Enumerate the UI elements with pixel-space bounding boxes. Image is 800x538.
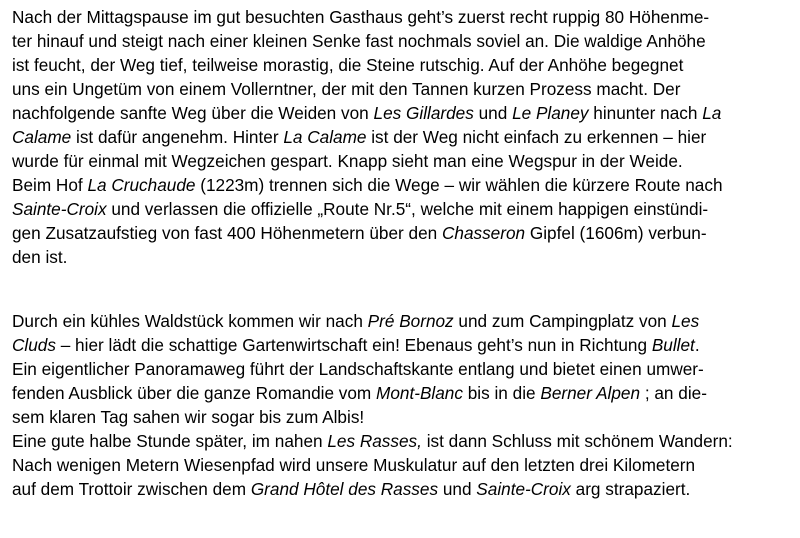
text-segment: bis in die — [462, 383, 541, 403]
text-segment: Ein eigentlicher Panoramaweg führt der Landschaftskante entlang und bietet einen umwer- — [12, 359, 704, 379]
text-line — [12, 5, 709, 29]
text-line — [12, 29, 706, 53]
text-line — [12, 125, 706, 149]
text-line — [12, 53, 683, 77]
text-segment: arg strapaziert. — [570, 479, 691, 499]
text-line — [12, 405, 364, 429]
text-segment: und — [473, 103, 513, 123]
text-segment: sem klaren Tag sahen wir sogar bis zum Albis! — [12, 407, 365, 427]
italic-place-name: La Calame — [283, 127, 367, 147]
text-line — [12, 453, 695, 477]
text-line — [12, 197, 708, 221]
italic-place-name: Berner Alpen — [540, 383, 641, 403]
italic-place-name: Cluds — [12, 335, 56, 355]
text-segment: ist dann Schluss mit schönem Wandern: — [421, 431, 733, 451]
italic-place-name: Mont-Blanc — [376, 383, 463, 403]
text-segment: ; an die- — [640, 383, 707, 403]
italic-place-name: Les — [671, 311, 700, 331]
text-segment: und zum Campingplatz von — [453, 311, 672, 331]
text-segment: uns ein Ungetüm von einem Vollerntner, der mit den Tannen kurzen Prozess macht. Der — [12, 79, 681, 99]
text-segment: hinunter nach — [588, 103, 703, 123]
italic-place-name: Bullet — [651, 335, 695, 355]
text-segment: ist der Weg nicht einfach zu erkennen – hier — [366, 127, 707, 147]
text-segment: und — [438, 479, 477, 499]
italic-place-name: Calame — [12, 127, 72, 147]
text-segment: . — [694, 335, 700, 355]
text-segment: ist dafür angenehm. Hinter — [71, 127, 284, 147]
italic-place-name: Sainte-Croix — [476, 479, 571, 499]
text-segment: Nach wenigen Metern Wiesenpfad wird unsere Muskulatur auf den letzten drei Kilometern — [12, 455, 696, 475]
text-segment: Eine gute halbe Stunde später, im nahen — [12, 431, 328, 451]
text-segment: gen Zusatzaufstieg von fast 400 Höhenmetern über den — [12, 223, 442, 243]
italic-place-name: Pré Bornoz — [367, 311, 454, 331]
text-segment: Durch ein kühles Waldstück kommen wir nach — [12, 311, 368, 331]
text-line — [12, 173, 723, 197]
text-segment: nachfolgende sanfte Weg über die Weiden von — [12, 103, 374, 123]
text-line — [12, 245, 67, 269]
italic-place-name: Les Gillardes — [373, 103, 474, 123]
text-segment: den ist. — [12, 247, 68, 267]
text-line — [12, 477, 690, 501]
text-segment: und verlassen die offizielle „Route Nr.5“, welche mit einem happigen einstündi- — [106, 199, 709, 219]
text-segment: Gipfel (1606m) verbun- — [525, 223, 707, 243]
text-segment: Beim Hof — [12, 175, 88, 195]
text-segment: Nach der Mittagspause im gut besuchten Gasthaus geht’s zuerst recht ruppig 80 Höhenme- — [12, 7, 710, 27]
text-line — [12, 149, 683, 173]
text-line — [12, 101, 721, 125]
italic-place-name: Grand Hôtel des Rasses — [250, 479, 439, 499]
text-segment: auf dem Trottoir zwischen dem — [12, 479, 251, 499]
text-line — [12, 357, 704, 381]
text-line — [12, 429, 733, 453]
italic-place-name: La — [702, 103, 722, 123]
text-line — [12, 77, 680, 101]
italic-place-name: Le Planey — [512, 103, 589, 123]
text-line — [12, 381, 707, 405]
text-segment: wurde für einmal mit Wegzeichen gespart. Knapp sieht man eine Wegspur in der Weide. — [12, 151, 683, 171]
text-segment: fenden Ausblick über die ganze Romandie vom — [12, 383, 377, 403]
text-segment: (1223m) trennen sich die Wege – wir wählen die kürzere Route nach — [195, 175, 723, 195]
text-line — [12, 333, 700, 357]
italic-place-name: Sainte-Croix — [12, 199, 107, 219]
text-segment: – hier lädt die schattige Gartenwirtschaft ein! Ebenaus geht’s nun in Richtung — [55, 335, 652, 355]
text-segment: ter hinauf und steigt nach einer kleinen Senke fast nochmals soviel an. Die waldige Anhöhe — [12, 31, 706, 51]
italic-place-name: Chasseron — [441, 223, 526, 243]
text-line — [12, 309, 699, 333]
text-line — [12, 221, 707, 245]
italic-place-name: La Cruchaude — [87, 175, 196, 195]
italic-place-name: Les Rasses, — [327, 431, 422, 451]
text-segment: ist feucht, der Weg tief, teilweise morastig, die Steine rutschig. Auf der Anhöhe begegnet — [12, 55, 684, 75]
